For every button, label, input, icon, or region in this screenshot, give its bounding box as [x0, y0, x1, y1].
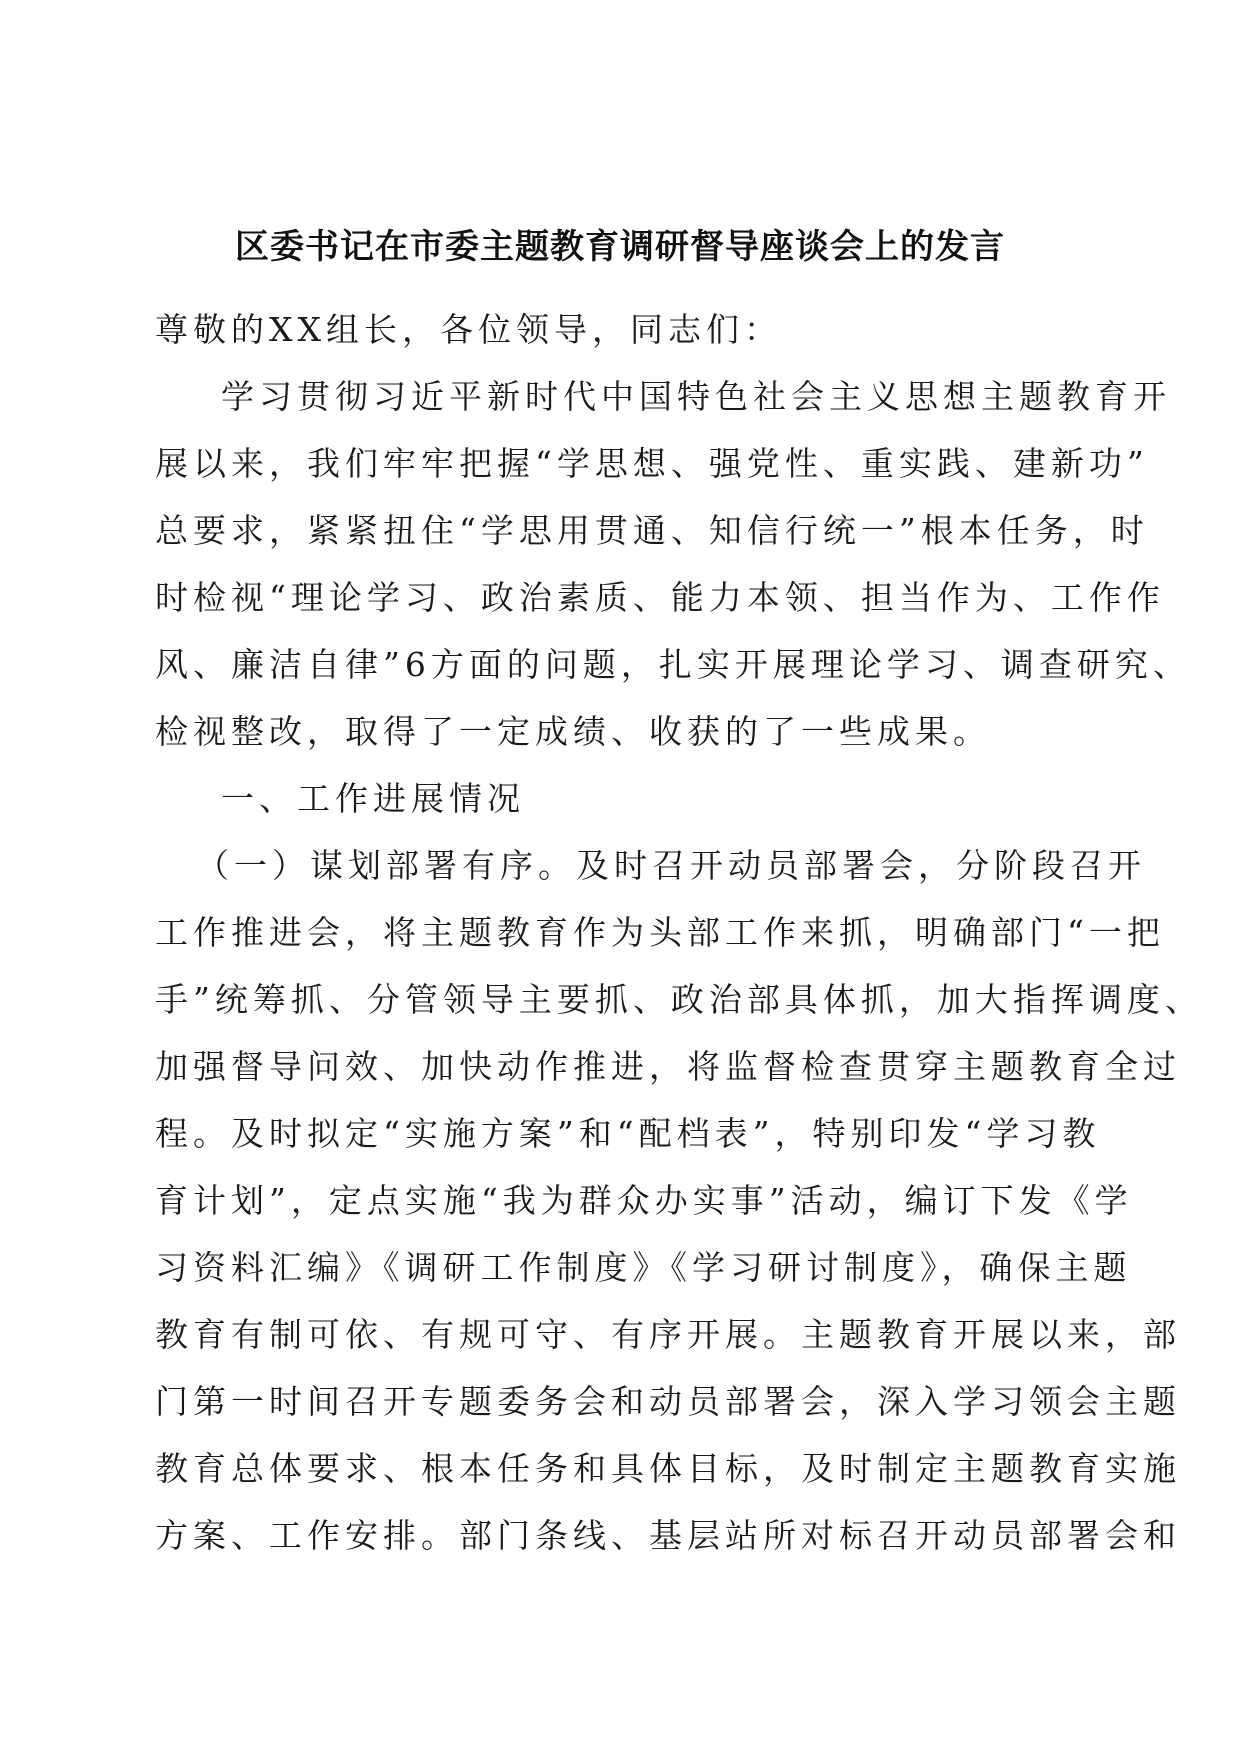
paragraph-line: 展以来，我们牢牢把握“学思想、强党性、重实践、建新功” [155, 444, 1149, 483]
paragraph-line: 学习贯彻习近平新时代中国特色社会主义思想主题教育开 [221, 377, 1171, 416]
paragraph-line: 教育总体要求、根本任务和具体目标，及时制定主题教育实施 [155, 1449, 1181, 1488]
salutation: 尊敬的XX组长，各位领导，同志们： [155, 310, 782, 349]
paragraph-line: 习资料汇编》《调研工作制度》《学习研讨制度》，确保主题 [155, 1248, 1132, 1287]
paragraph-line: 总要求，紧紧扭住“学思用贯通、知信行统一”根本任务，时 [155, 511, 1149, 550]
paragraph-line: 时检视“理论学习、政治素质、能力本领、担当作为、工作作 [155, 578, 1165, 617]
section-heading: 一、工作进展情况 [221, 779, 525, 818]
paragraph-line: （一）谋划部署有序。及时召开动员部署会，分阶段召开 [196, 846, 1146, 885]
paragraph-line: 工作推进会，将主题教育作为头部工作来抓，明确部门“一把 [155, 913, 1165, 952]
paragraph-line: 检视整改，取得了一定成绩、收获的了一些成果。 [155, 712, 991, 751]
paragraph-line: 风、廉洁自律”6方面的问题，扎实开展理论学习、调查研究、 [155, 645, 1191, 684]
paragraph-line: 程。及时拟定“实施方案”和“配档表”，特别印发“学习教 [155, 1114, 1101, 1153]
paragraph-line: 加强督导问效、加快动作推进，将监督检查贯穿主题教育全过 [155, 1047, 1181, 1086]
paragraph-line: 方案、工作安排。部门条线、基层站所对标召开动员部署会和 [155, 1516, 1181, 1555]
paragraph-line: 教育有制可依、有规可守、有序开展。主题教育开展以来，部 [155, 1315, 1181, 1354]
paragraph-line: 手”统筹抓、分管领导主要抓、政治部具体抓，加大指挥调度、 [155, 980, 1203, 1019]
document-title: 区委书记在市委主题教育调研督导座谈会上的发言 [235, 227, 1005, 267]
paragraph-line: 育计划”，定点实施“我为群众办实事”活动，编订下发《学 [155, 1181, 1133, 1220]
paragraph-line: 门第一时间召开专题委务会和动员部署会，深入学习领会主题 [155, 1382, 1181, 1421]
